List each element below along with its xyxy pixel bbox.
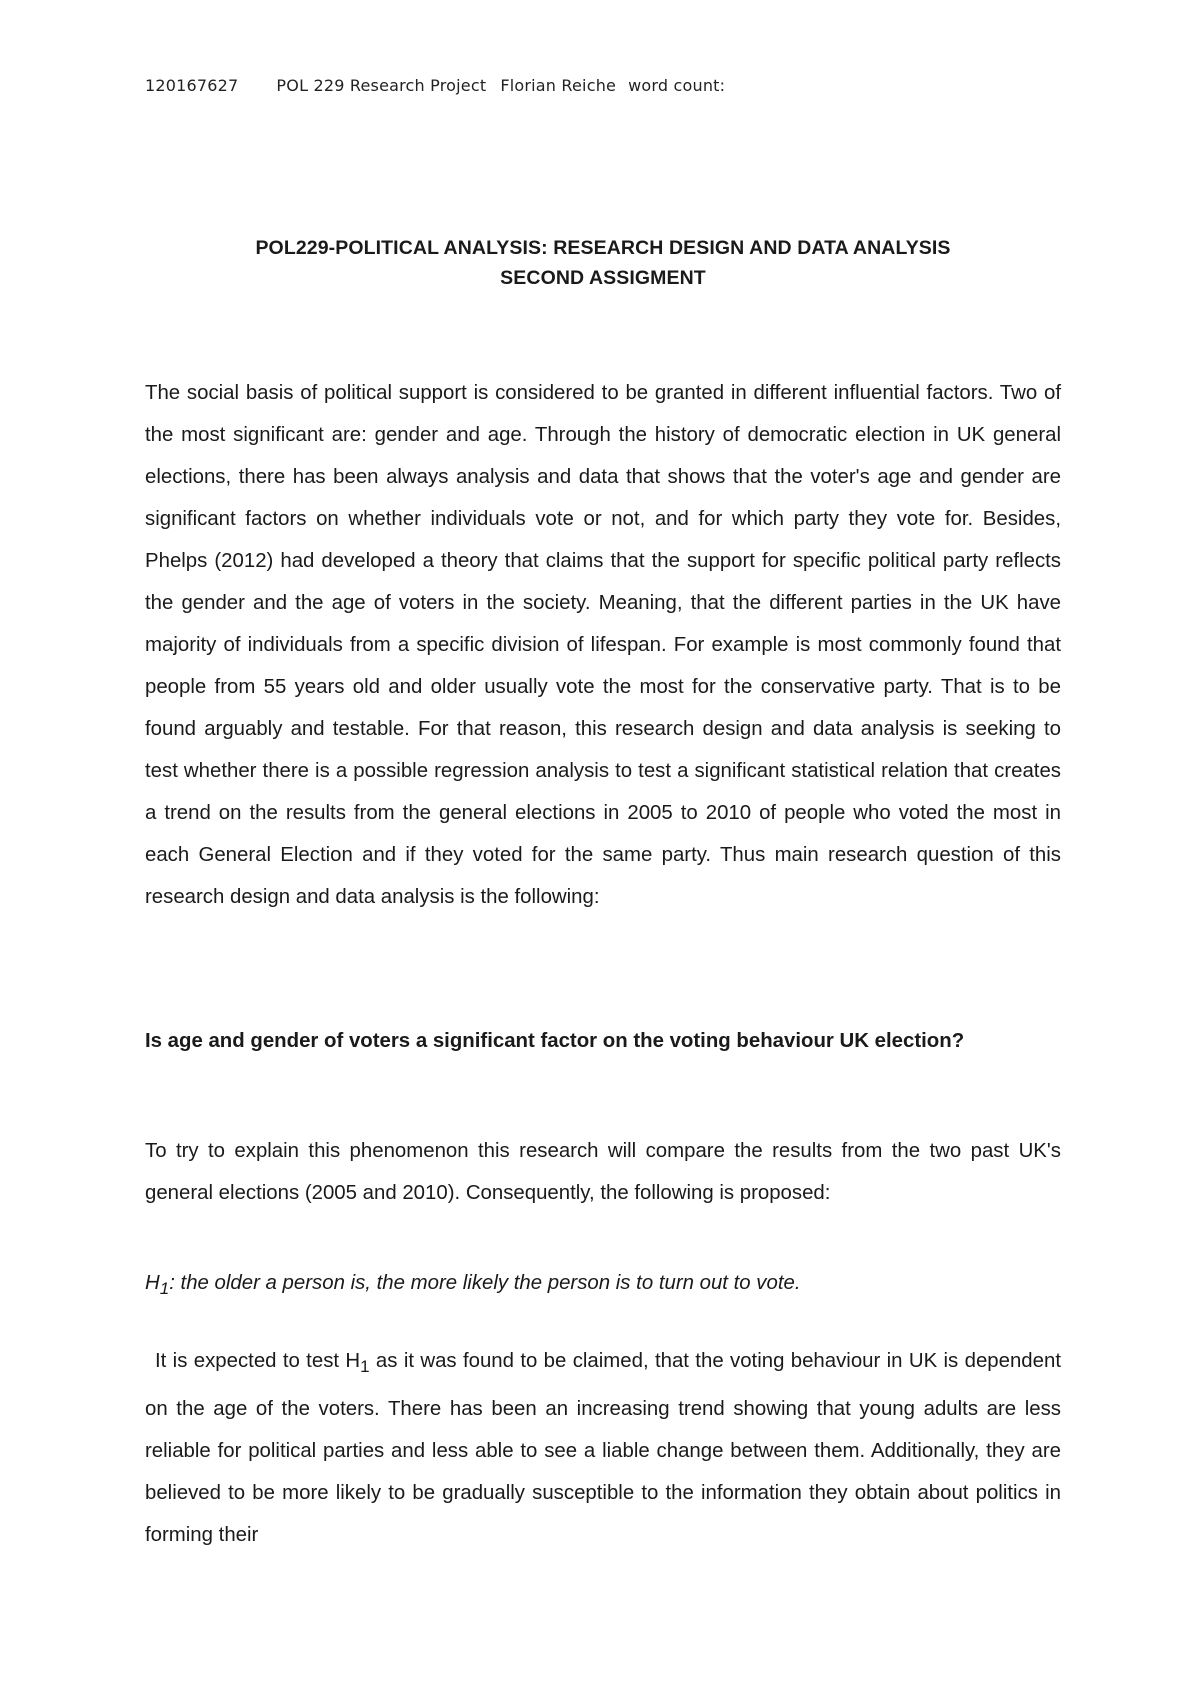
hypothesis [145, 1262, 1061, 1310]
research-question: Is age and gender of voters a significant factor on the voting behaviour UK election? [145, 1030, 965, 1052]
body-paragraph-3 [145, 1340, 1061, 1556]
running-header [145, 76, 725, 95]
hypothesis-label: H [145, 1272, 160, 1294]
paragraph-3-lead: It is expected to test H [155, 1350, 361, 1372]
paragraph-3-subscript: 1 [360, 1357, 370, 1377]
body-paragraph-2: To try to explain this phenomenon this research will compare the results from the two past UK's general elections (2005 and 2010). Consequently, the following is proposed: [145, 1140, 1061, 1204]
document-title-line-2: SECOND ASSIGMENT [500, 267, 706, 289]
hypothesis-text: : the older a person is, the more likely the person is to turn out to vote. [169, 1272, 801, 1294]
body-paragraph-1: The social basis of political support is considered to be granted in different influential factors. Two of the most significant are: gender and age. Through the history of democratic election in UK general elections, there has been always analysis and data that shows that the voter's age and gender are significant factors on whether individuals vote or not, and for which party they vote for. Besides, Phelps (2012) had developed a theory that claims that the support for specific political party reflects the gender and the age of voters in the society. Meaning, that the different parties in the UK have majority of individuals from a specific division of lifespan. For example is most commonly found that people from 55 years old and older usually vote the most for the conservative party. That is to be found arguably and testable. For that reason, this research design and data analysis is seeking to test whether there is a possible regression analysis to test a significant statistical relation that creates a trend on the results from the general elections in 2005 to 2010 of people who voted the most in each General Election and if they voted for the same party. Thus main research question of this research design and data analysis is the following: [145, 382, 1061, 908]
hypothesis-subscript: 1 [159, 1279, 170, 1299]
header-course: POL 229 Research Project [276, 76, 487, 95]
header-author: Florian Reiche [500, 76, 617, 95]
document-title-line-1: POL229-POLITICAL ANALYSIS: RESEARCH DESIGN AND DATA ANALYSIS [255, 237, 951, 259]
header-student-id: 120167627 [145, 76, 239, 95]
header-word-count: word count: [628, 76, 726, 95]
paragraph-3-rest: as it was found to be claimed, that the voting behaviour in UK is dependent on the age of the voters. There has been an increasing trend showing that young adults are less reliable for political parties and less able to see a liable change between them. Additionally, they are believed to be more likely to be gradually susceptible to the information they obtain about politics in forming their [145, 1350, 1061, 1547]
